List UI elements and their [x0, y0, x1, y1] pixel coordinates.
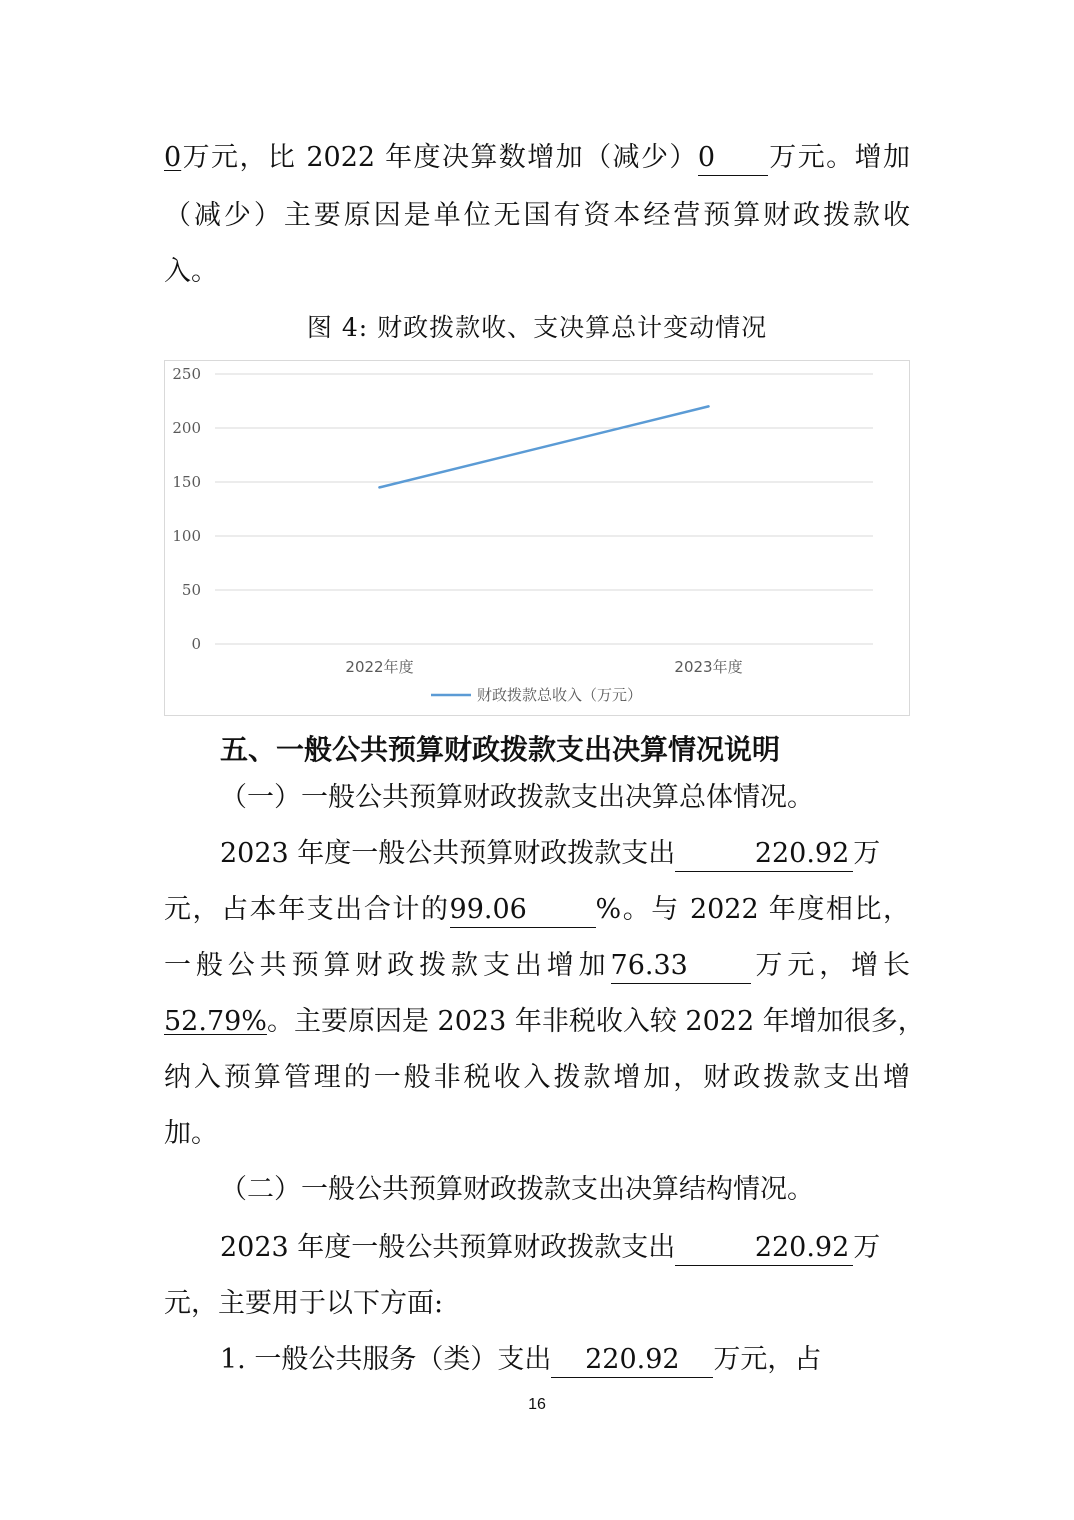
growth-rate: 52.79%	[164, 1006, 267, 1037]
data-point	[378, 486, 380, 488]
subheading-2: （二）一般公共预算财政拨款支出决算结构情况。	[220, 1174, 814, 1205]
y-tick-label: 100	[172, 527, 201, 545]
text-fragment: 。主要原因是 2023 年非税收入较 2022 年增加很多，	[266, 1006, 925, 1037]
section-heading: 五、一般公共预算财政拨款支出决算情况说明	[220, 733, 781, 766]
series-line	[380, 406, 709, 487]
blank-change-amount: 0	[698, 141, 768, 176]
para3-line-1	[220, 1340, 910, 1380]
x-tick-label: 2022年度	[345, 658, 414, 676]
text-fragment: 万元，增长	[750, 950, 911, 981]
x-tick-label: 2023年度	[674, 658, 743, 676]
para1-line-4	[164, 1002, 925, 1042]
amount-zero: 0	[164, 142, 182, 173]
blank-general-services: 220.92	[551, 1343, 713, 1378]
text-fragment: 万元，比 2022 年度决算数增加（减少）	[181, 142, 698, 173]
para1-line-3	[164, 946, 910, 986]
para2-line-1	[220, 1228, 910, 1268]
y-tick-label: 250	[172, 365, 201, 383]
para-top-line-1	[164, 138, 910, 178]
chart-svg	[165, 361, 909, 715]
text-fragment: 万	[853, 838, 881, 869]
text-fragment: 万元，占	[713, 1344, 822, 1375]
text-fragment: 一般公共预算财政拨款支出增加	[164, 950, 611, 981]
text-fragment: %。与 2022 年度相比，	[595, 894, 911, 925]
y-tick-label: 150	[172, 473, 201, 491]
y-tick-label: 50	[181, 581, 201, 599]
figure-caption: 图 4: 财政拨款收、支决算总计变动情况	[306, 313, 768, 342]
para1-line-2	[164, 890, 910, 930]
y-tick-label: 200	[172, 419, 201, 437]
legend-label: 财政拨款总收入（万元）	[477, 686, 643, 704]
text-fragment: 1. 一般公共服务（类）支出	[220, 1344, 552, 1375]
text-fragment: 万	[853, 1232, 881, 1263]
para-top-line-2: （减少）主要原因是单位无国有资本经营预算财政拨款收	[164, 200, 910, 231]
y-tick-label: 0	[191, 635, 201, 653]
blank-expense-total: 220.92	[675, 837, 853, 872]
blank-increase: 76.33	[611, 949, 751, 984]
para2-line-2: 元，主要用于以下方面:	[164, 1288, 444, 1319]
subheading-1: （一）一般公共预算财政拨款支出决算总体情况。	[220, 782, 814, 813]
text-fragment: 2023 年度一般公共预算财政拨款支出	[220, 1232, 676, 1263]
blank-expense-total-2: 220.92	[675, 1231, 853, 1266]
text-fragment: 2023 年度一般公共预算财政拨款支出	[220, 838, 676, 869]
text-fragment: 元，占本年支出合计的	[164, 894, 450, 925]
blank-percent: 99.06	[450, 893, 596, 928]
text-fragment: 万元。增加	[767, 142, 911, 173]
para-top-line-3: 入。	[164, 256, 218, 287]
data-point	[707, 405, 709, 407]
para1-line-6: 加。	[164, 1118, 218, 1149]
para1-line-1	[220, 834, 910, 874]
page-number: 16	[528, 1396, 546, 1413]
line-chart	[164, 360, 910, 716]
para1-line-5: 纳入预算管理的一般非税收入拨款增加，财政拨款支出增	[164, 1062, 910, 1093]
